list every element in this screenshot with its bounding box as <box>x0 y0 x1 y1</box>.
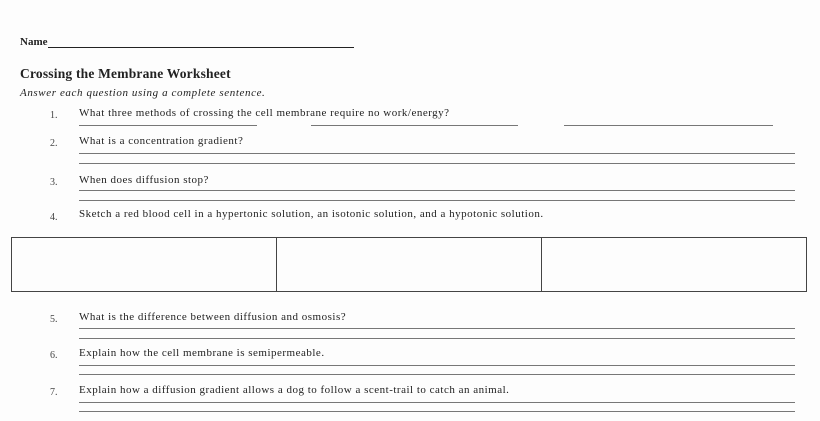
sketch-cell-hypotonic[interactable] <box>542 238 806 291</box>
question-number: 6. <box>50 350 58 361</box>
answer-line[interactable] <box>79 328 795 329</box>
question-text: Sketch a red blood cell in a hypertonic solution, an isotonic solution, and a hypotonic solution. <box>79 208 544 220</box>
answer-line[interactable] <box>79 411 795 412</box>
question-number: 4. <box>50 212 58 223</box>
answer-line[interactable] <box>79 365 795 366</box>
answer-line[interactable] <box>311 125 518 126</box>
name-row <box>20 36 354 48</box>
answer-line[interactable] <box>79 163 795 164</box>
name-answer-line[interactable] <box>48 36 354 48</box>
answer-line[interactable] <box>79 402 795 403</box>
answer-line[interactable] <box>564 125 773 126</box>
sketch-cell-isotonic[interactable] <box>277 238 542 291</box>
name-label: Name <box>20 36 48 48</box>
question-text: Explain how the cell membrane is semipermeable. <box>79 347 325 359</box>
question-number: 5. <box>50 314 58 325</box>
question-number: 1. <box>50 110 58 121</box>
answer-line[interactable] <box>79 200 795 201</box>
question-number: 7. <box>50 387 58 398</box>
sketch-cell-hypertonic[interactable] <box>12 238 277 291</box>
question-number: 3. <box>50 177 58 188</box>
sketch-box <box>11 237 807 292</box>
question-number: 2. <box>50 138 58 149</box>
answer-line[interactable] <box>79 338 795 339</box>
worksheet-instructions: Answer each question using a complete sentence. <box>20 87 266 99</box>
answer-line[interactable] <box>79 374 795 375</box>
question-text: Explain how a diffusion gradient allows a dog to follow a scent-trail to catch an animal. <box>79 384 510 396</box>
question-text: When does diffusion stop? <box>79 174 209 186</box>
question-text: What three methods of crossing the cell membrane require no work/energy? <box>79 107 450 119</box>
answer-line[interactable] <box>79 153 795 154</box>
answer-line[interactable] <box>79 125 257 126</box>
question-text: What is the difference between diffusion and osmosis? <box>79 311 347 323</box>
question-text: What is a concentration gradient? <box>79 135 244 147</box>
answer-line[interactable] <box>79 190 795 191</box>
worksheet-title: Crossing the Membrane Worksheet <box>20 66 231 81</box>
